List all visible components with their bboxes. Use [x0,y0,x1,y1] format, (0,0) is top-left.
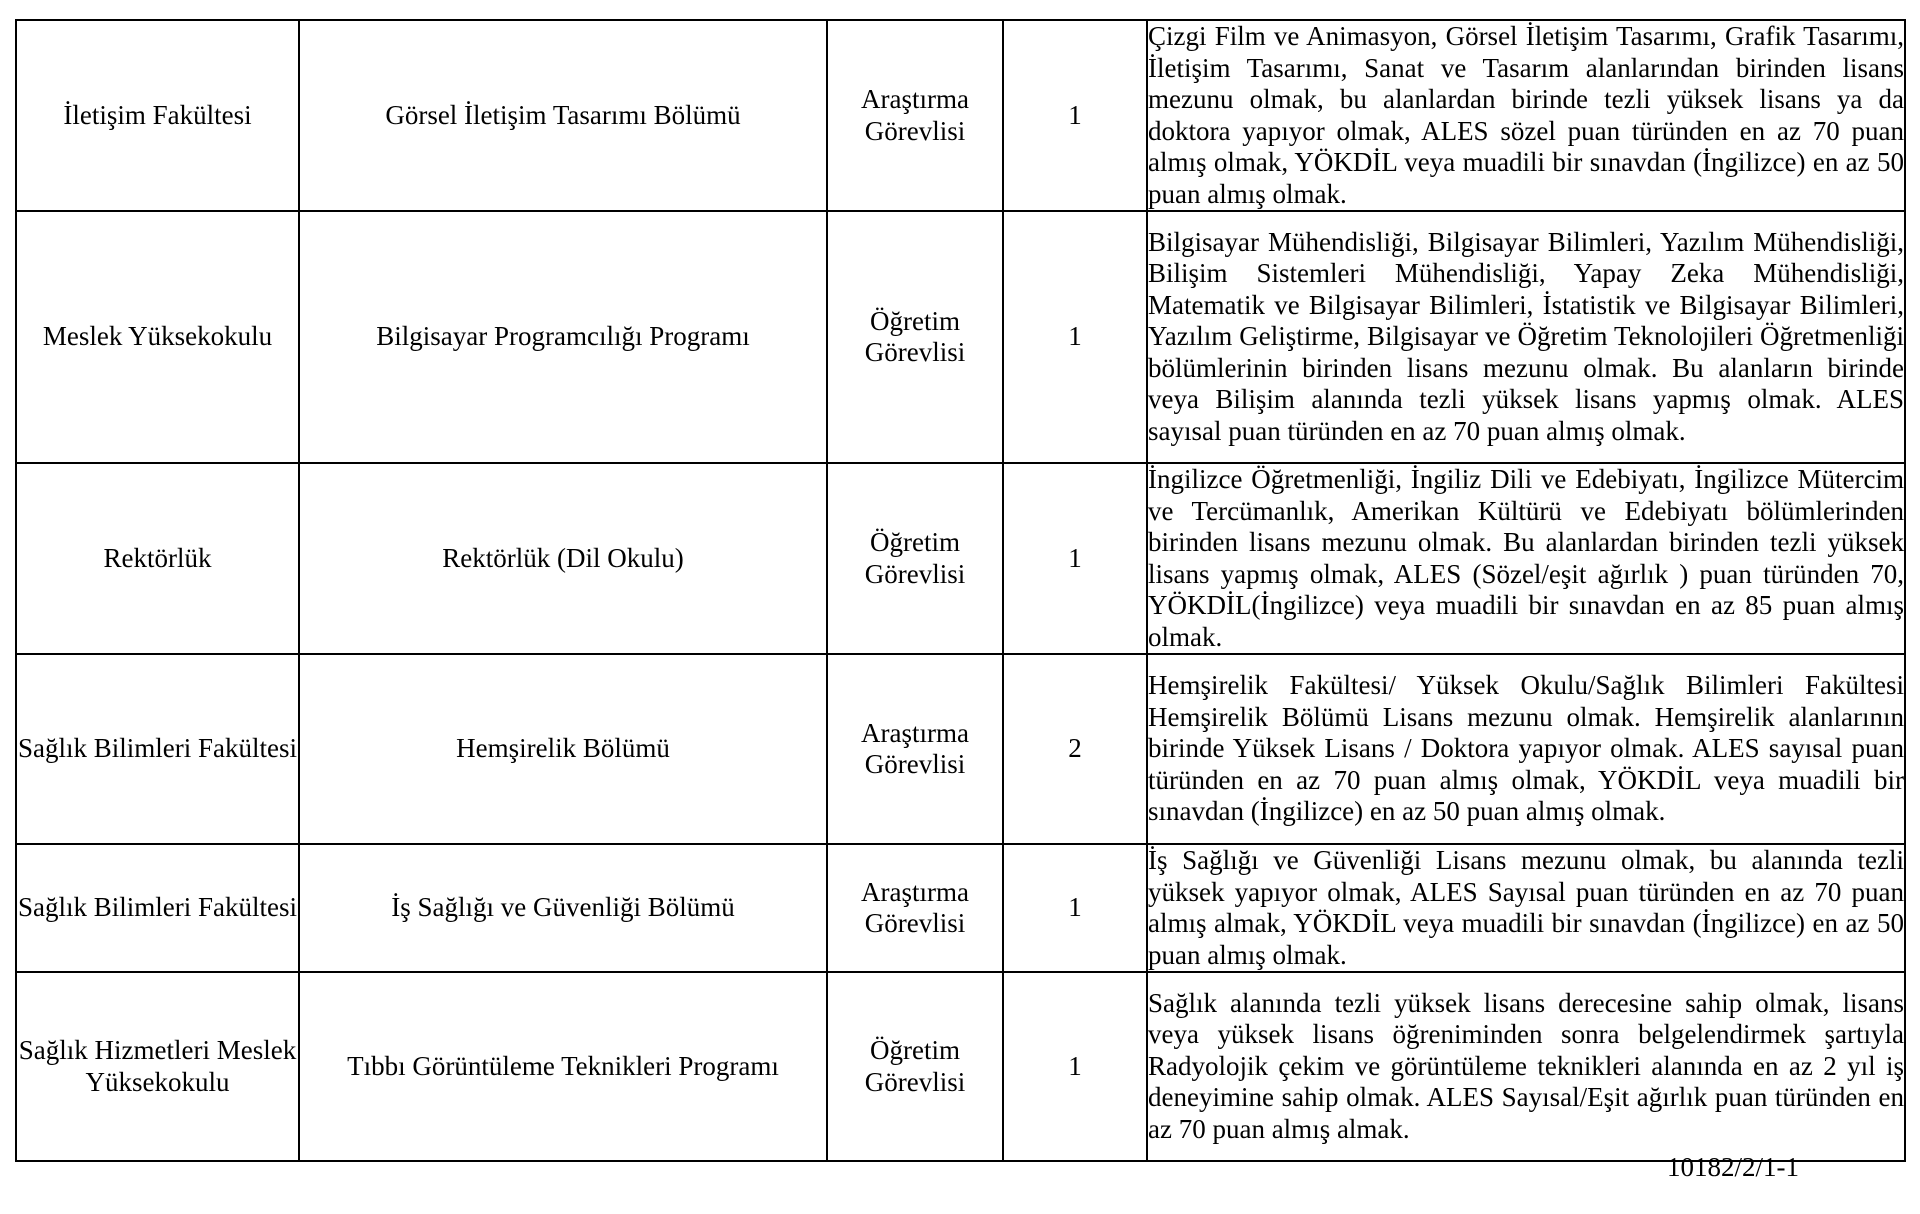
unit-cell: Sağlık Bilimleri Fakültesi [16,844,299,972]
table-row [16,972,1905,1161]
requirements-cell: Hemşirelik Fakültesi/ Yüksek Okulu/Sağlık Bilimleri Fakültesi Hemşirelik Bölümü Lisans mezunu olmak. Hemşirelik alanlarının birinde Yüksek Lisans / Doktora yapıyor olmak. ALES sayısal puan türünden en az 70 puan almış olmak, YÖKDİL veya muadili bir sınavdan (İngilizce) en az 50 puan almış olmak. [1147,654,1905,844]
title-line2: Görevlisi [864,1066,966,1097]
count-cell: 1 [1003,972,1147,1161]
department-cell: İş Sağlığı ve Güvenliği Bölümü [299,844,827,972]
title-line2: Görevlisi [864,749,966,779]
count-cell: 2 [1003,654,1147,844]
title-line1: Öğretim [870,527,960,557]
title-cell [827,972,1003,1161]
unit-cell: Meslek Yüksekokulu [16,211,299,463]
requirements-cell: İngilizce Öğretmenliği, İngiliz Dili ve Edebiyatı, İngilizce Mütercim ve Tercümanlık, Amerikan Kültürü ve Edebiyatı bölümlerinden birinden lisans mezunu olmak. Bu alanlardan birinden tezli yüksek lisans yapmış olmak, ALES (Sözel/eşit ağırlık ) puan türünden 70, YÖKDİL(İngilizce) veya muadili bir sınavdan en az 85 puan almış olmak. [1147,463,1905,654]
title-cell [827,463,1003,654]
table-row [16,211,1905,463]
title-line1: Araştırma [861,84,969,114]
department-cell: Görsel İletişim Tasarımı Bölümü [299,20,827,211]
title-line2: Görevlisi [864,115,966,146]
requirements-cell: Bilgisayar Mühendisliği, Bilgisayar Bilimleri, Yazılım Mühendisliği, Bilişim Sistemleri Mühendisliği, Yapay Zeka Mühendisliği, Matematik ve Bilgisayar Bilimleri, İstatistik ve Bilgisayar Bilimleri, Yazılım Geliştirme, Bilgisayar ve Öğretim Teknolojileri Öğretmenliği bölümlerinin birinden lisans mezunu olmak. Bu alanların birinde veya Bilişim alanında tezli yüksek lisans yapmış olmak. ALES sayısal puan türünden en az 70 puan almış olmak. [1147,211,1905,463]
unit-cell: Sağlık Hizmetleri Meslek Yüksekokulu [16,972,299,1161]
unit-cell: Rektörlük [16,463,299,654]
department-cell: Tıbbı Görüntüleme Teknikleri Programı [299,972,827,1161]
unit-cell: Sağlık Bilimleri Fakültesi [16,654,299,844]
positions-table [15,19,1906,1162]
title-cell [827,211,1003,463]
table-row [16,20,1905,211]
title-line2: Görevlisi [864,558,966,589]
requirements-cell: İş Sağlığı ve Güvenliği Lisans mezunu olmak, bu alanında tezli yüksek yapıyor olmak, ALES Sayısal puan türünden en az 70 puan almış almak, YÖKDİL veya muadili bir sınavdan (İngilizce) en az 50 puan almış olmak. [1147,844,1905,972]
title-cell [827,20,1003,211]
title-line1: Araştırma [861,717,969,748]
title-line1: Öğretim [870,1035,960,1065]
title-line2: Görevlisi [864,337,966,367]
table-row [16,654,1905,844]
unit-cell: İletişim Fakültesi [16,20,299,211]
title-cell [827,654,1003,844]
table-row [16,844,1905,972]
department-cell: Rektörlük (Dil Okulu) [299,463,827,654]
title-line2: Görevlisi [864,908,966,938]
department-cell: Bilgisayar Programcılığı Programı [299,211,827,463]
department-cell: Hemşirelik Bölümü [299,654,827,844]
count-cell: 1 [1003,211,1147,463]
requirements-cell: Sağlık alanında tezli yüksek lisans derecesine sahip olmak, lisans veya yüksek lisans öğreniminden sonra belgelendirmek şartıyla Radyolojik çekim ve görüntüleme teknikleri alanında en az 2 yıl iş deneyimine sahip olmak. ALES Sayısal/Eşit ağırlık puan türünden en az 70 puan almış almak. [1147,972,1905,1161]
title-line1: Öğretim [870,305,960,336]
count-cell: 1 [1003,844,1147,972]
table-row [16,463,1905,654]
count-cell: 1 [1003,20,1147,211]
title-cell [827,844,1003,972]
requirements-cell: Çizgi Film ve Animasyon, Görsel İletişim Tasarımı, Grafik Tasarımı, İletişim Tasarımı, Sanat ve Tasarım alanlarından birinden lisans mezunu olmak, bu alanlardan birinde tezli yüksek lisans ya da doktora yapıyor olmak, ALES sözel puan türünden en az 70 puan almış olmak, YÖKDİL veya muadili bir sınavdan (İngilizce) en az 50 puan almış olmak. [1147,20,1905,211]
document-reference-number: 10182/2/1-1 [1667,1152,1799,1182]
count-cell: 1 [1003,463,1147,654]
title-line1: Araştırma [861,876,969,907]
